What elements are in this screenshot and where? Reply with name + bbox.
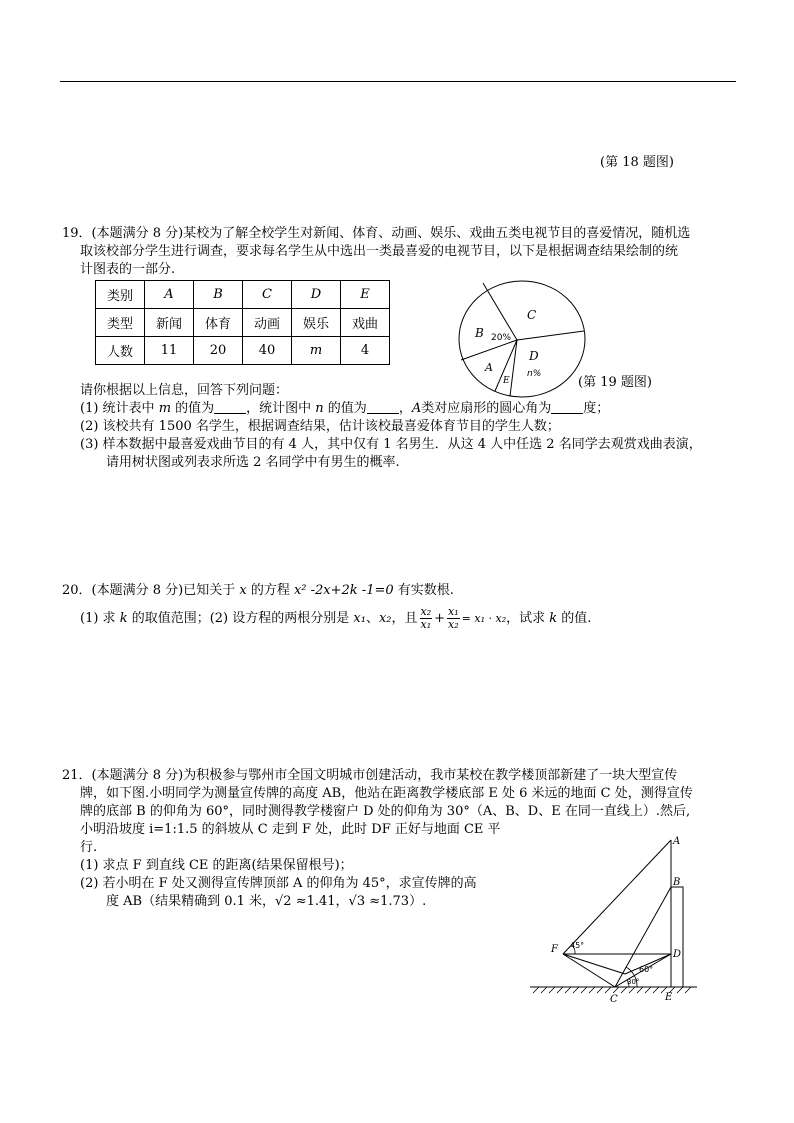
- var-x: x: [239, 583, 247, 598]
- text-span: (1) 统计表中: [80, 401, 159, 416]
- table-cell: 20: [194, 337, 243, 365]
- var-k: k: [549, 611, 558, 626]
- q19-prompt: 请你根据以上信息，回答下列问题：: [80, 383, 289, 398]
- fraction: [420, 606, 433, 631]
- table-cell: 40: [243, 337, 292, 365]
- text-span: 类对应扇形的圆心角为: [421, 401, 552, 416]
- table-row: [96, 337, 390, 365]
- q21-sub2a: (2) 若小明在 F 处又测得宣传牌顶部 A 的仰角为 45°，求宣传牌的高: [80, 876, 477, 891]
- q18-caption: (第 18 题图): [600, 155, 674, 170]
- table-cell: 类别: [96, 281, 145, 309]
- numerator: x₂: [420, 605, 432, 618]
- text-span: 的值.: [557, 611, 592, 626]
- var-a: A: [411, 401, 422, 416]
- table-cell: m: [292, 337, 341, 365]
- q19-line2: 取该校部分学生进行调查，要求每名学生从中选出一类最喜爱的电视节目，以下是根据调查结果绘制的统: [80, 244, 679, 259]
- table-row: [96, 281, 390, 309]
- fraction: [447, 606, 460, 631]
- numerator: x₁: [448, 605, 459, 618]
- text-span: 的方程: [246, 583, 294, 598]
- header-rule: [60, 81, 736, 82]
- label-b: B: [673, 877, 681, 888]
- table-cell: 戏曲: [341, 309, 390, 337]
- label-d: D: [673, 949, 682, 960]
- q19-table: [95, 280, 390, 365]
- table-cell: B: [194, 281, 243, 309]
- slope-fc: [563, 954, 615, 987]
- q19-line3: 计图表的一部分.: [80, 262, 176, 277]
- answer-blank[interactable]: [367, 401, 399, 414]
- table-cell: A: [145, 281, 194, 309]
- q19-sub3a: (3) 样本数据中最喜爱戏曲节目的有 4 人，其中仅有 1 名男生．从这 4 人中任选 2 名同学去观赏戏曲表演，: [80, 437, 702, 452]
- pie-divider: [517, 331, 584, 340]
- q19-sub2: (2) 该校共有 1500 名学生，根据调查结果，估计该校最喜爱体育节目的学生人数；: [80, 419, 560, 434]
- text-span: 的值为: [323, 401, 367, 416]
- var-m: m: [158, 401, 172, 416]
- var-n: n: [315, 401, 324, 416]
- q21-sub1: (1) 求点 F 到直线 CE 的距离(结果保留根号)；: [80, 858, 353, 873]
- table-cell: 11: [145, 337, 194, 365]
- label-a: A: [673, 836, 681, 847]
- text-span: ，: [398, 401, 412, 416]
- text-span: 有实数根.: [393, 583, 454, 598]
- pie-pct-d: n%: [527, 369, 542, 379]
- label-angle-30: 30°: [627, 978, 640, 986]
- pie-pct-b: 20%: [491, 333, 512, 343]
- table-cell: 新闻: [145, 309, 194, 337]
- table-cell: 人数: [96, 337, 145, 365]
- pie-label-a: A: [485, 361, 493, 374]
- q19-sub3b: 请用树状图或列表求所选 2 名同学中有男生的概率.: [106, 455, 400, 470]
- equation: x² -2x+2k -1=0: [293, 583, 394, 598]
- q21-line4: 小明沿坡度 i=1:1.5 的斜坡从 C 走到 F 处，此时 DF 正好与地面 CE 平: [80, 822, 501, 837]
- q21-line5: 行.: [80, 840, 98, 855]
- table-cell: 动画: [243, 309, 292, 337]
- plus-sign: +: [434, 611, 446, 626]
- pie-label-d: D: [529, 349, 539, 363]
- text-span: 的值为: [171, 401, 215, 416]
- table-cell: E: [341, 281, 390, 309]
- label-f: F: [551, 944, 558, 955]
- q19-sub1: [80, 401, 609, 417]
- var-k: k: [119, 611, 128, 626]
- answer-blank[interactable]: [551, 401, 583, 414]
- q19-line1: 19．(本题满分 8 分)某校为了解全校学生对新闻、体育、动画、娱乐、戏曲五类电视节目的喜爱情况，随机选: [62, 226, 691, 241]
- label-angle-60: 60°: [639, 965, 654, 974]
- table-cell: 4: [341, 337, 390, 365]
- building: [671, 887, 683, 987]
- pie-divider: [461, 340, 517, 360]
- text-span: 度；: [583, 401, 610, 416]
- q21-sub2b: 度 AB（结果精确到 0.1 米，√2 ≈1.41，√3 ≈1.73）.: [106, 894, 427, 909]
- table-cell: 类型: [96, 309, 145, 337]
- slope-aux: [563, 954, 625, 974]
- q20-sub: [80, 606, 591, 632]
- var-x1: x₁: [353, 611, 366, 626]
- text-span: ，且: [391, 611, 418, 626]
- pie-label-c: C: [527, 308, 537, 322]
- q19-caption: (第 19 题图): [578, 375, 652, 390]
- text-span: ，试求: [506, 611, 550, 626]
- answer-blank[interactable]: [214, 401, 246, 414]
- q20-line1: [62, 583, 454, 599]
- pie-label-e: E: [503, 376, 510, 386]
- denominator: x₂: [448, 618, 459, 631]
- table-row: [96, 309, 390, 337]
- q21-figure: [525, 832, 740, 1012]
- label-angle-45: 45°: [570, 941, 585, 950]
- text-span: 20．(本题满分 8 分)已知关于: [62, 583, 240, 598]
- text-span: (1) 求: [80, 611, 120, 626]
- sight-line-fa: [563, 840, 671, 954]
- table-cell: D: [292, 281, 341, 309]
- q21-line3: 牌的底部 B 的仰角为 60°，同时测得教学楼窗户 D 处的仰角为 30°（A、B、D、E 在同一直线上）.然后,: [80, 804, 691, 819]
- text-span: 的取值范围；(2) 设方程的两根分别是: [127, 611, 354, 626]
- pie-label-b: B: [475, 326, 484, 340]
- var-x2: x₂: [378, 611, 392, 626]
- text-span: 、: [365, 611, 379, 626]
- table-cell: 体育: [194, 309, 243, 337]
- q21-line2: 牌，如下图.小明同学为测量宣传牌的高度 AB，他站在距离教学楼底部 E 处 6 米远的地面 C 处，测得宣传: [80, 786, 693, 801]
- label-c: C: [610, 994, 618, 1005]
- q19-pie-chart: [455, 275, 590, 400]
- text-span: ，统计图中: [246, 401, 316, 416]
- denominator: x₁: [420, 618, 432, 631]
- pie-divider: [483, 283, 517, 340]
- q21-line1: 21．(本题满分 8 分)为积极参与鄂州市全国文明城市创建活动，我市某校在教学楼顶部新建了一块大型宣传: [62, 768, 678, 783]
- table-cell: 娱乐: [292, 309, 341, 337]
- table-cell: C: [243, 281, 292, 309]
- label-e: E: [665, 992, 673, 1003]
- equation-rhs: = x₁ · x₂: [461, 612, 507, 625]
